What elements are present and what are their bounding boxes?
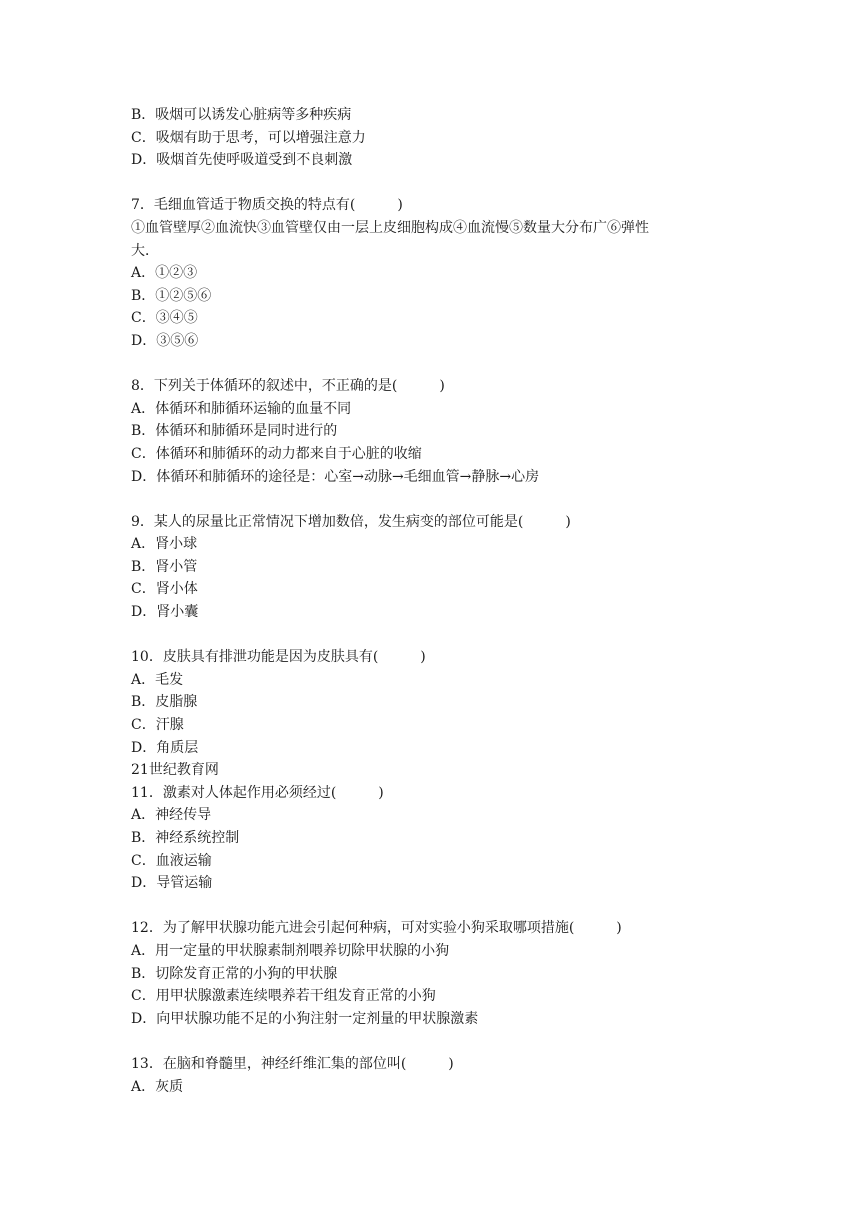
q9-option-b: B．肾小管 <box>131 558 198 575</box>
q10-stem: 10．皮肤具有排泄功能是因为皮肤具有( ) <box>131 649 426 666</box>
q7-option-a: A．①②③ <box>131 265 198 282</box>
q12-option-a: A．用一定量的甲状腺素制剂喂养切除甲状腺的小狗 <box>131 942 450 959</box>
q7-stem: 7．毛细血管适于物质交换的特点有( ) <box>131 197 403 214</box>
q9-option-c: C．肾小体 <box>131 581 198 598</box>
question-12 <box>131 917 731 1030</box>
q12-option-b: B．切除发育正常的小狗的甲状腺 <box>131 965 338 982</box>
q6-option-c: C．吸烟有助于思考，可以增强注意力 <box>131 129 366 146</box>
question-7 <box>131 194 731 352</box>
q13-option-a: A．灰质 <box>131 1078 184 1095</box>
question-10 <box>131 646 731 759</box>
q12-option-c: C．用甲状腺激素连续喂养若干组发育正常的小狗 <box>131 988 436 1005</box>
q7-option-d: D．③⑤⑥ <box>131 332 199 349</box>
q11-stem: 11．激素对人体起作用必须经过( ) <box>131 784 384 801</box>
q7-option-c: C．③④⑤ <box>131 310 198 327</box>
question-11 <box>131 782 731 895</box>
q9-option-d: D．肾小囊 <box>131 604 199 621</box>
q11-option-b: B．神经系统控制 <box>131 830 240 846</box>
q13-stem: 13．在脑和脊髓里，神经纤维汇集的部位叫( ) <box>131 1055 454 1072</box>
q8-option-b: B．体循环和肺循环是同时进行的 <box>131 423 338 440</box>
q8-stem: 8．下列关于体循环的叙述中，不正确的是( ) <box>131 378 445 395</box>
question-6-tail <box>131 104 731 172</box>
q8-option-a: A．体循环和肺循环运输的血量不同 <box>131 400 352 417</box>
q7-option-b: B．①②⑤⑥ <box>131 287 212 304</box>
q8-option-c: C．体循环和肺循环的动力都来自于心脏的收缩 <box>131 445 422 462</box>
q11-option-c: C．血液运输 <box>131 852 212 869</box>
q12-option-d: D．向甲状腺功能不足的小狗注射一定剂量的甲状腺激素 <box>131 1010 479 1027</box>
q12-stem: 12．为了解甲状腺功能亢进会引起何种病，可对实验小狗采取哪项措施( ) <box>131 920 622 937</box>
q10-option-d: D．角质层 <box>131 739 199 756</box>
document-page <box>131 104 731 1098</box>
q7-stem-line2: ①血管壁厚②血流快③血管壁仅由一层上皮细胞构成④血流慢⑤数量大分布广⑥弹性 <box>131 219 649 236</box>
q7-stem-line3: 大． <box>131 242 159 259</box>
q8-option-d: D．体循环和肺循环的途径是：心室→动脉→毛细血管→静脉→心房 <box>131 468 540 485</box>
question-8 <box>131 375 731 488</box>
q6-option-d: D．吸烟首先使呼吸道受到不良刺激 <box>131 152 353 169</box>
question-9 <box>131 511 731 624</box>
q6-option-b: B．吸烟可以诱发心脏病等多种疾病 <box>131 107 352 123</box>
watermark-text: 21世纪教育网 <box>131 762 219 779</box>
q10-option-a: A．毛发 <box>131 671 184 688</box>
question-13 <box>131 1053 731 1098</box>
q10-option-c: C．汗腺 <box>131 717 184 734</box>
q11-option-d: D．导管运输 <box>131 875 213 892</box>
q10-option-b: B．皮脂腺 <box>131 694 198 711</box>
q9-option-a: A．肾小球 <box>131 536 198 553</box>
q9-stem: 9．某人的尿量比正常情况下增加数倍，发生病变的部位可能是( ) <box>131 513 571 530</box>
q11-option-a: A．神经传导 <box>131 807 212 824</box>
